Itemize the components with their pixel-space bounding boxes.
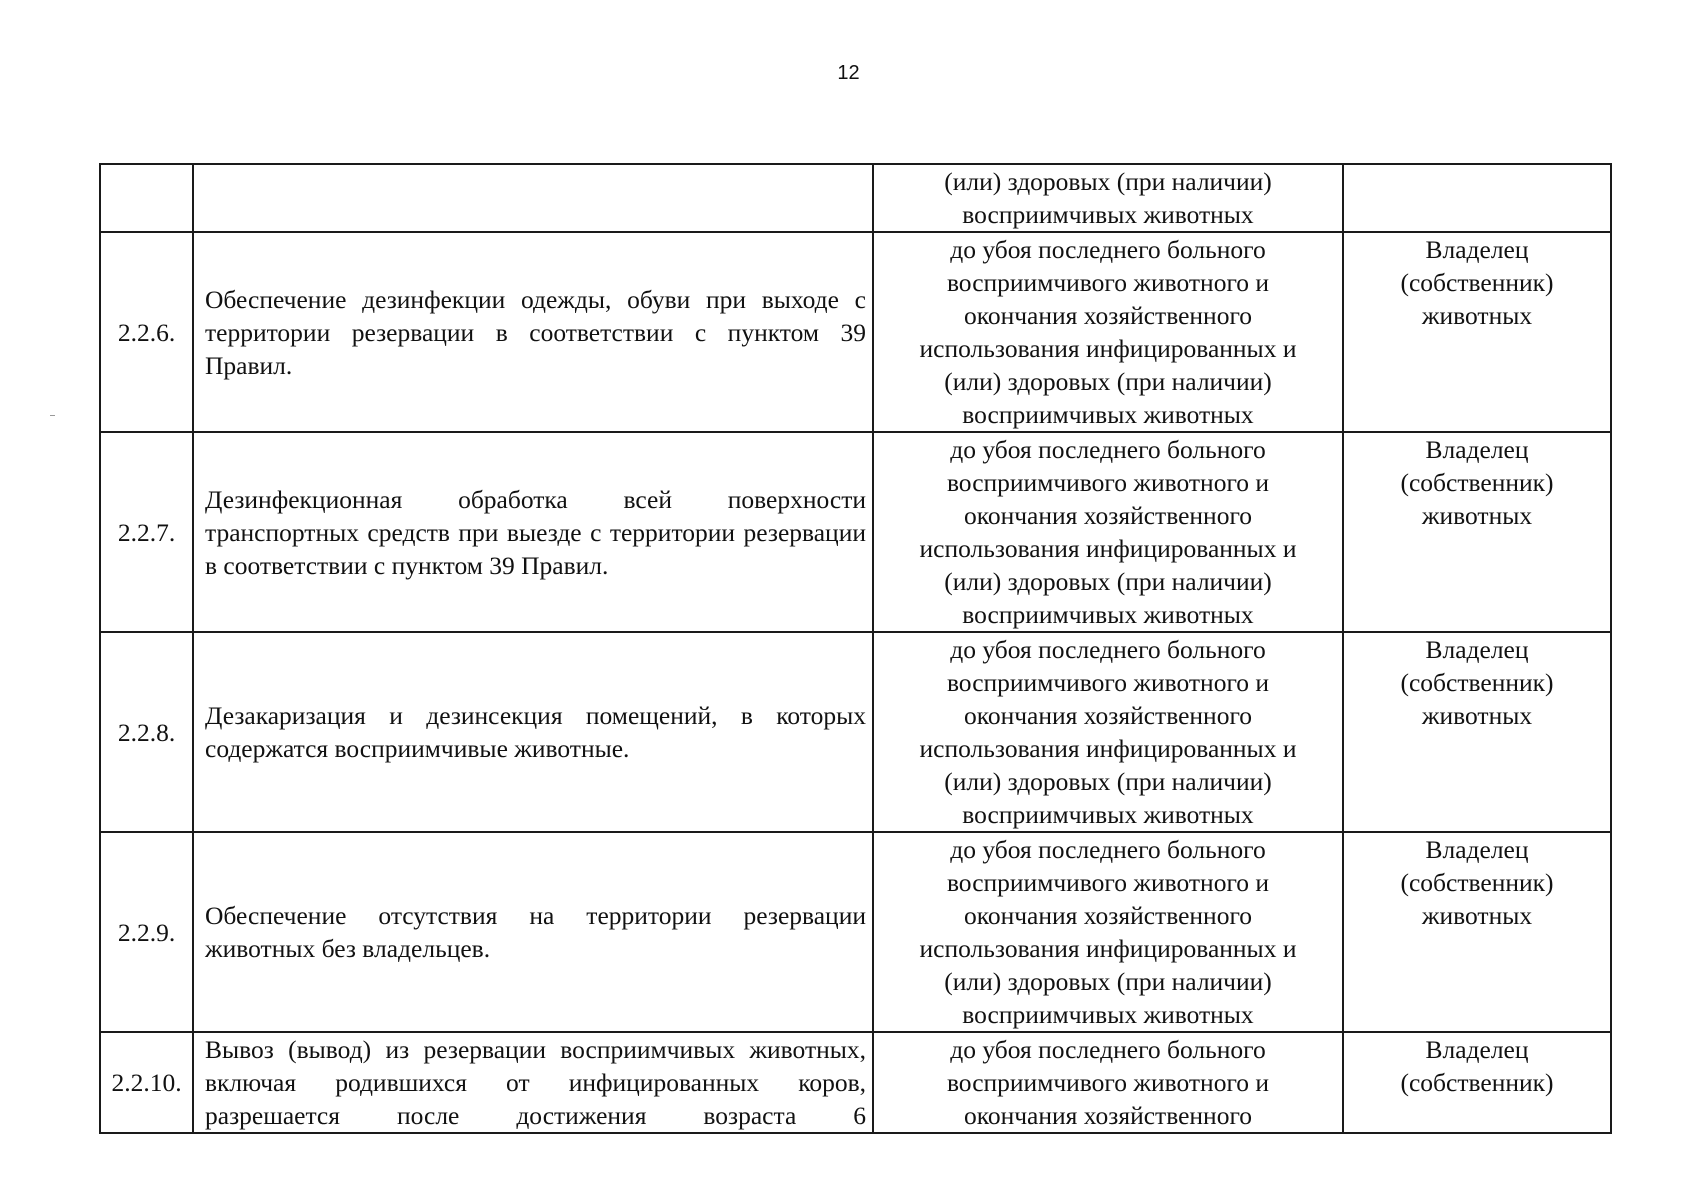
row-description: Дезинфекционная обработка всей поверхности транспортных средств при выезде с территории резервации в соответствии с пунктом 39 Правил.: [193, 432, 873, 632]
table-row: [100, 632, 1611, 832]
row-term: до убоя последнего больного восприимчивого животного и окончания хозяйственного: [873, 1032, 1343, 1133]
row-number-cell: [100, 164, 193, 232]
row-term: до убоя последнего больного восприимчивого животного и окончания хозяйственного использования инфицированных и (или) здоровых (при наличии) восприимчивых животных: [873, 232, 1343, 432]
page-number: 12: [837, 62, 860, 84]
table-row-continued: [100, 164, 1611, 232]
row-responsible: Владелец (собственник): [1343, 1032, 1611, 1133]
row-term: до убоя последнего больного восприимчивого животного и окончания хозяйственного использования инфицированных и (или) здоровых (при наличии) восприимчивых животных: [873, 432, 1343, 632]
row-description-cell: [193, 1032, 873, 1133]
row-description: Обеспечение дезинфекции одежды, обуви при выходе с территории резервации в соответствии с пунктом 39 Правил.: [193, 232, 873, 432]
row-responsible-cell: [1343, 164, 1611, 232]
measures-table: [99, 163, 1612, 1134]
table-row: [100, 832, 1611, 1032]
row-number: 2.2.8.: [100, 632, 193, 832]
row-term: до убоя последнего больного восприимчивого животного и окончания хозяйственного использования инфицированных и (или) здоровых (при наличии) восприимчивых животных: [873, 632, 1343, 832]
row-description: Дезакаризация и дезинсекция помещений, в которых содержатся восприимчивые животные.: [193, 632, 873, 832]
row-number: 2.2.7.: [100, 432, 193, 632]
row-description-cell: [193, 164, 873, 232]
row-responsible: Владелец (собственник) животных: [1343, 432, 1611, 632]
row-term: до убоя последнего больного восприимчивого животного и окончания хозяйственного использования инфицированных и (или) здоровых (при наличии) восприимчивых животных: [873, 832, 1343, 1032]
table-row: [100, 1032, 1611, 1133]
row-number: 2.2.10.: [100, 1032, 193, 1133]
row-term-cell: (или) здоровых (при наличии) восприимчивых животных: [873, 164, 1343, 232]
table-row: [100, 432, 1611, 632]
row-number: 2.2.6.: [100, 232, 193, 432]
row-description: Вывоз (вывод) из резервации восприимчивых животных, включая родившихся от инфицированных коров, разрешается после достижения возраста 6: [205, 1035, 866, 1130]
row-description: Обеспечение отсутствия на территории резервации животных без владельцев.: [193, 832, 873, 1032]
table-row: [100, 232, 1611, 432]
row-responsible: Владелец (собственник) животных: [1343, 632, 1611, 832]
row-number: 2.2.9.: [100, 832, 193, 1032]
scan-artifact: [50, 415, 55, 416]
row-responsible: Владелец (собственник) животных: [1343, 232, 1611, 432]
row-responsible: Владелец (собственник) животных: [1343, 832, 1611, 1032]
